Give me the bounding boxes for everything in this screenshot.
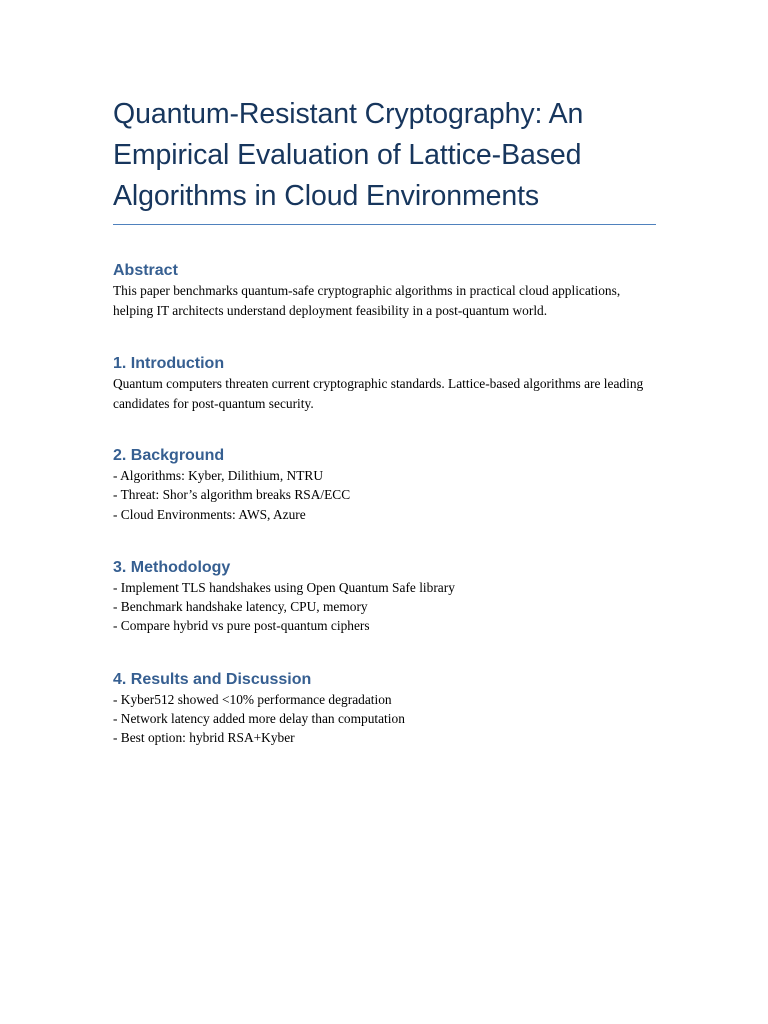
- list-item: - Implement TLS handshakes using Open Quantum Safe library: [113, 579, 455, 595]
- results-heading: 4. Results and Discussion: [113, 670, 312, 688]
- methodology-section: [113, 558, 656, 636]
- list-item: - Benchmark handshake latency, CPU, memory: [113, 599, 368, 615]
- paper-title: Quantum-Resistant Cryptography: An Empirical Evaluation of Lattice-Based Algorithms in Cloud Environments: [113, 94, 656, 225]
- list-item: - Threat: Shor’s algorithm breaks RSA/ECC: [113, 487, 351, 503]
- paper-page: [113, 94, 656, 748]
- results-section: [113, 670, 656, 748]
- abstract-text: This paper benchmarks quantum-safe cryptographic algorithms in practical cloud applications, helping IT architects understand deployment feasibility in a post-quantum world.: [113, 283, 621, 318]
- list-item: - Network latency added more delay than computation: [113, 711, 405, 727]
- abstract-heading: Abstract: [113, 262, 178, 279]
- list-item: - Best option: hybrid RSA+Kyber: [113, 730, 295, 746]
- abstract-section: [113, 261, 656, 320]
- introduction-section: [113, 354, 656, 413]
- background-heading: 2. Background: [113, 447, 225, 464]
- methodology-list: [113, 578, 656, 636]
- list-item: - Algorithms: Kyber, Dilithium, NTRU: [113, 468, 323, 483]
- introduction-text: Quantum computers threaten current cryptographic standards. Lattice-based algorithms are leading candidates for post-quantum security.: [113, 376, 644, 411]
- background-list: [113, 466, 656, 524]
- list-item: - Kyber512 showed <10% performance degradation: [113, 691, 392, 707]
- introduction-heading: 1. Introduction: [113, 355, 225, 372]
- methodology-heading: 3. Methodology: [113, 558, 231, 576]
- results-list: [113, 690, 656, 748]
- background-section: [113, 446, 656, 524]
- list-item: - Cloud Environments: AWS, Azure: [113, 506, 306, 522]
- list-item: - Compare hybrid vs pure post-quantum ciphers: [113, 618, 370, 634]
